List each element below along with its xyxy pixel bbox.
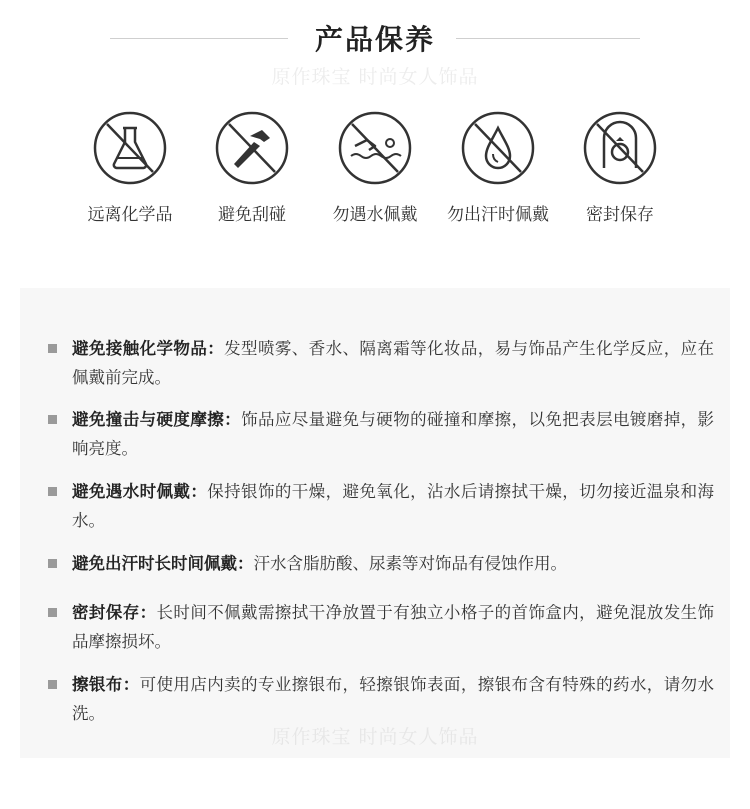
tip-heading: 擦银布： — [72, 675, 140, 694]
ring-box-icon — [582, 110, 658, 186]
tip-item — [50, 670, 714, 728]
care-item-water — [310, 110, 440, 225]
care-label: 勿遇水佩戴 — [332, 205, 418, 225]
tip-heading: 避免出汗时长时间佩戴： — [72, 554, 254, 573]
swimmer-icon — [337, 110, 413, 186]
title-divider-right — [456, 38, 640, 39]
care-label: 避免刮碰 — [218, 205, 286, 225]
tip-heading: 避免遇水时佩戴： — [72, 482, 208, 501]
care-item-chemicals — [65, 110, 195, 225]
tip-item — [50, 598, 714, 656]
care-item-storage — [555, 110, 685, 225]
care-label: 勿出汗时佩戴 — [447, 205, 549, 225]
tip-body: 可使用店内卖的专业擦银布，轻擦银饰表面，擦银布含有特殊的药水，请勿水洗。 — [72, 675, 715, 723]
tip-heading: 密封保存： — [72, 603, 157, 622]
watermark-text: 原作珠宝 时尚女人饰品 — [271, 726, 479, 748]
care-tips-panel — [20, 288, 730, 758]
tip-body: 发型喷雾、香水、隔离霜等化妆品，易与饰品产生化学反应，应在佩戴前完成。 — [72, 339, 715, 387]
bullet-icon — [48, 344, 57, 353]
tip-heading: 避免接触化学物品： — [72, 339, 225, 358]
care-item-scratch — [187, 110, 317, 225]
tip-body: 保持银饰的干燥，避免氧化，沾水后请擦拭干燥，切勿接近温泉和海水。 — [72, 482, 715, 530]
bullet-icon — [48, 608, 57, 617]
tip-item — [50, 334, 714, 392]
tip-body: 长时间不佩戴需擦拭干净放置于有独立小格子的首饰盒内，避免混放发生饰品摩擦损坏。 — [72, 603, 715, 651]
flask-icon — [92, 110, 168, 186]
care-label: 远离化学品 — [87, 205, 173, 225]
bullet-icon — [48, 680, 57, 689]
watermark-text: 原作珠宝 时尚女人饰品 — [271, 66, 479, 88]
tip-heading: 避免撞击与硬度摩擦： — [72, 410, 242, 429]
section-header — [0, 16, 750, 62]
tip-item — [50, 405, 714, 463]
care-label: 密封保存 — [586, 205, 654, 225]
care-item-sweat — [433, 110, 563, 225]
tip-item — [50, 549, 714, 578]
tip-body: 汗水含脂肪酸、尿素等对饰品有侵蚀作用。 — [253, 554, 567, 573]
care-icon-row — [0, 110, 750, 240]
bullet-icon — [48, 415, 57, 424]
page-title: 产品保养 — [314, 23, 435, 56]
hammer-icon — [214, 110, 290, 186]
bullet-icon — [48, 487, 57, 496]
bullet-icon — [48, 559, 57, 568]
tip-body: 饰品应尽量避免与硬物的碰撞和摩擦，以免把表层电镀磨掉，影响亮度。 — [72, 410, 715, 458]
tip-item — [50, 477, 714, 535]
drop-icon — [460, 110, 536, 186]
